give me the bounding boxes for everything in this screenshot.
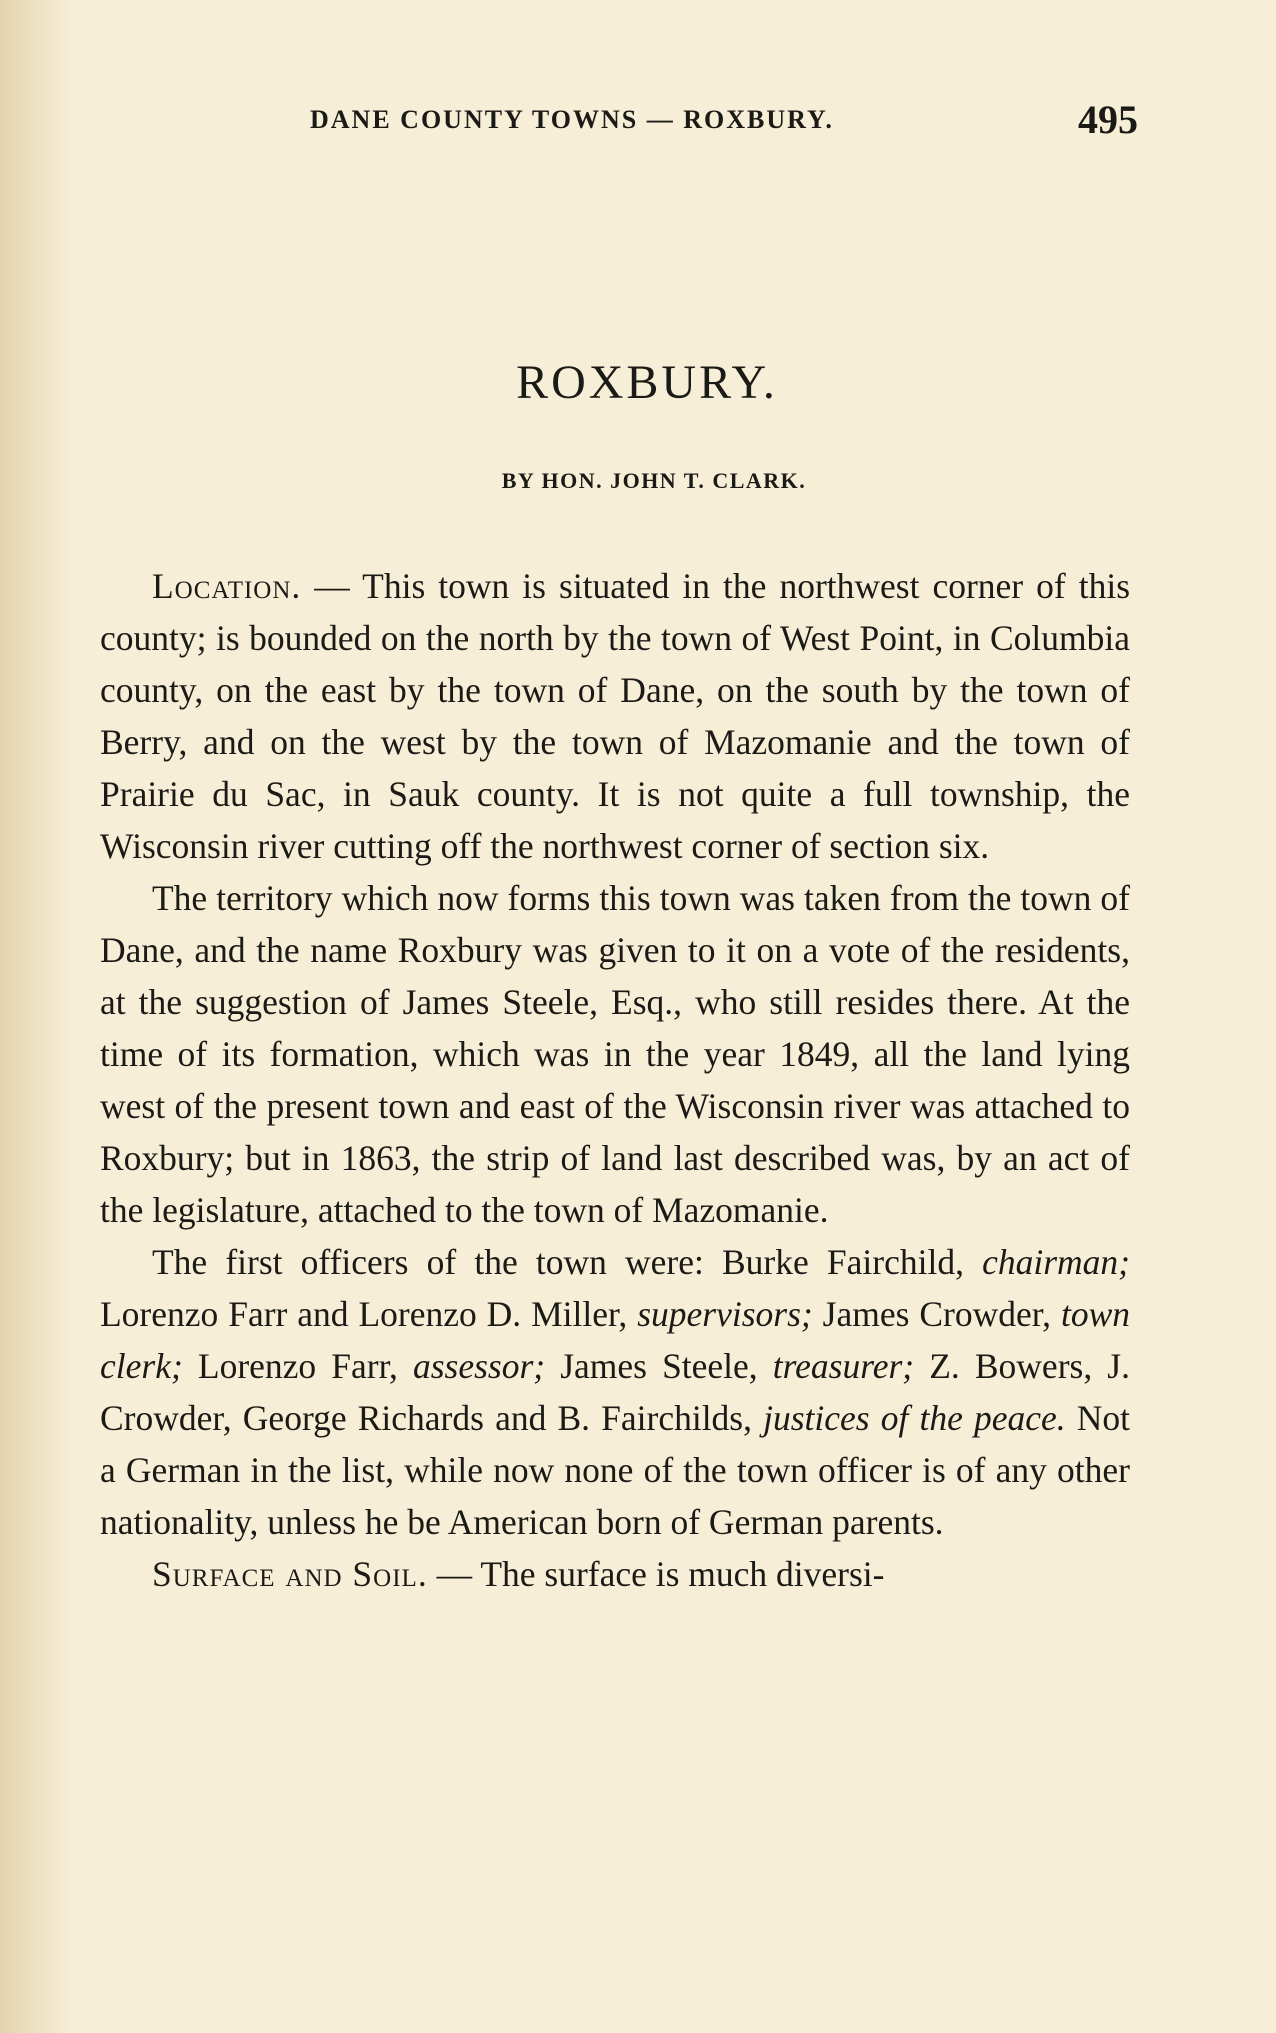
- paragraph-text: Z. Bowers, J. Crowder, George Richards and B. Fairchilds,: [100, 1346, 1130, 1438]
- heading-dash: —: [427, 1554, 481, 1594]
- paragraph-surface: [100, 1548, 1130, 1600]
- paragraph-officers: [100, 1236, 1130, 1548]
- paragraph-text: Lorenzo Farr and Lorenzo D. Miller,: [100, 1294, 638, 1334]
- paragraph-text: Not a German in the list, while now none of the town officer is of any other nationality, unless he be American born of German parents.: [100, 1398, 1131, 1542]
- office-title: supervisors;: [637, 1294, 813, 1334]
- byline: BY HON. JOHN T. CLARK.: [501, 468, 807, 493]
- section-heading-surface: Surface and Soil.: [152, 1554, 428, 1594]
- office-title: treasurer;: [772, 1346, 915, 1386]
- paragraph-text: The territory which now forms this town was taken from the town of Dane, and the name Roxbury was given to it on a vote of the residents, at the suggestion of James Steele, Esq., who still resides there. At the time of its formation, which was in the year 1849, all the land lying west of the present town and east of the Wisconsin river was attached to Roxbury; but in 1863, the strip of land last described was, by an act of the legislature, attached to the town of Mazomanie.: [100, 878, 1130, 1230]
- heading-dash: —: [301, 566, 363, 606]
- office-title: chairman;: [982, 1242, 1130, 1282]
- chapter-title: ROXBURY.: [516, 356, 778, 409]
- body-text: [100, 560, 1130, 1600]
- office-title: town clerk;: [100, 1294, 1130, 1386]
- paragraph-text: James Steele,: [545, 1346, 773, 1386]
- paragraph-text: Lorenzo Farr,: [182, 1346, 413, 1386]
- paragraph-territory: [100, 872, 1130, 1236]
- office-title: assessor;: [412, 1346, 546, 1386]
- paragraph-text: The first officers of the town were: Burke Fairchild,: [152, 1242, 983, 1282]
- office-title: justices of the peace.: [763, 1398, 1066, 1438]
- section-heading-location: Location.: [152, 566, 302, 606]
- paragraph-text: James Crowder,: [812, 1294, 1061, 1334]
- paragraph-location: [100, 560, 1130, 872]
- running-head: DANE COUNTY TOWNS — ROXBURY.: [310, 105, 834, 134]
- page-number: 495: [1078, 97, 1138, 142]
- paragraph-text: The surface is much diversi-: [480, 1554, 885, 1594]
- paragraph-text: This town is situated in the northwest corner of this county; is bounded on the north by the town of West Point, in Columbia county, on the east by the town of Dane, on the south by the town of Berry, and on the west by the town of Mazomanie and the town of Prairie du Sac, in Sauk county. It is not quite a full township, the Wisconsin river cutting off the northwest corner of section six.: [100, 566, 1131, 866]
